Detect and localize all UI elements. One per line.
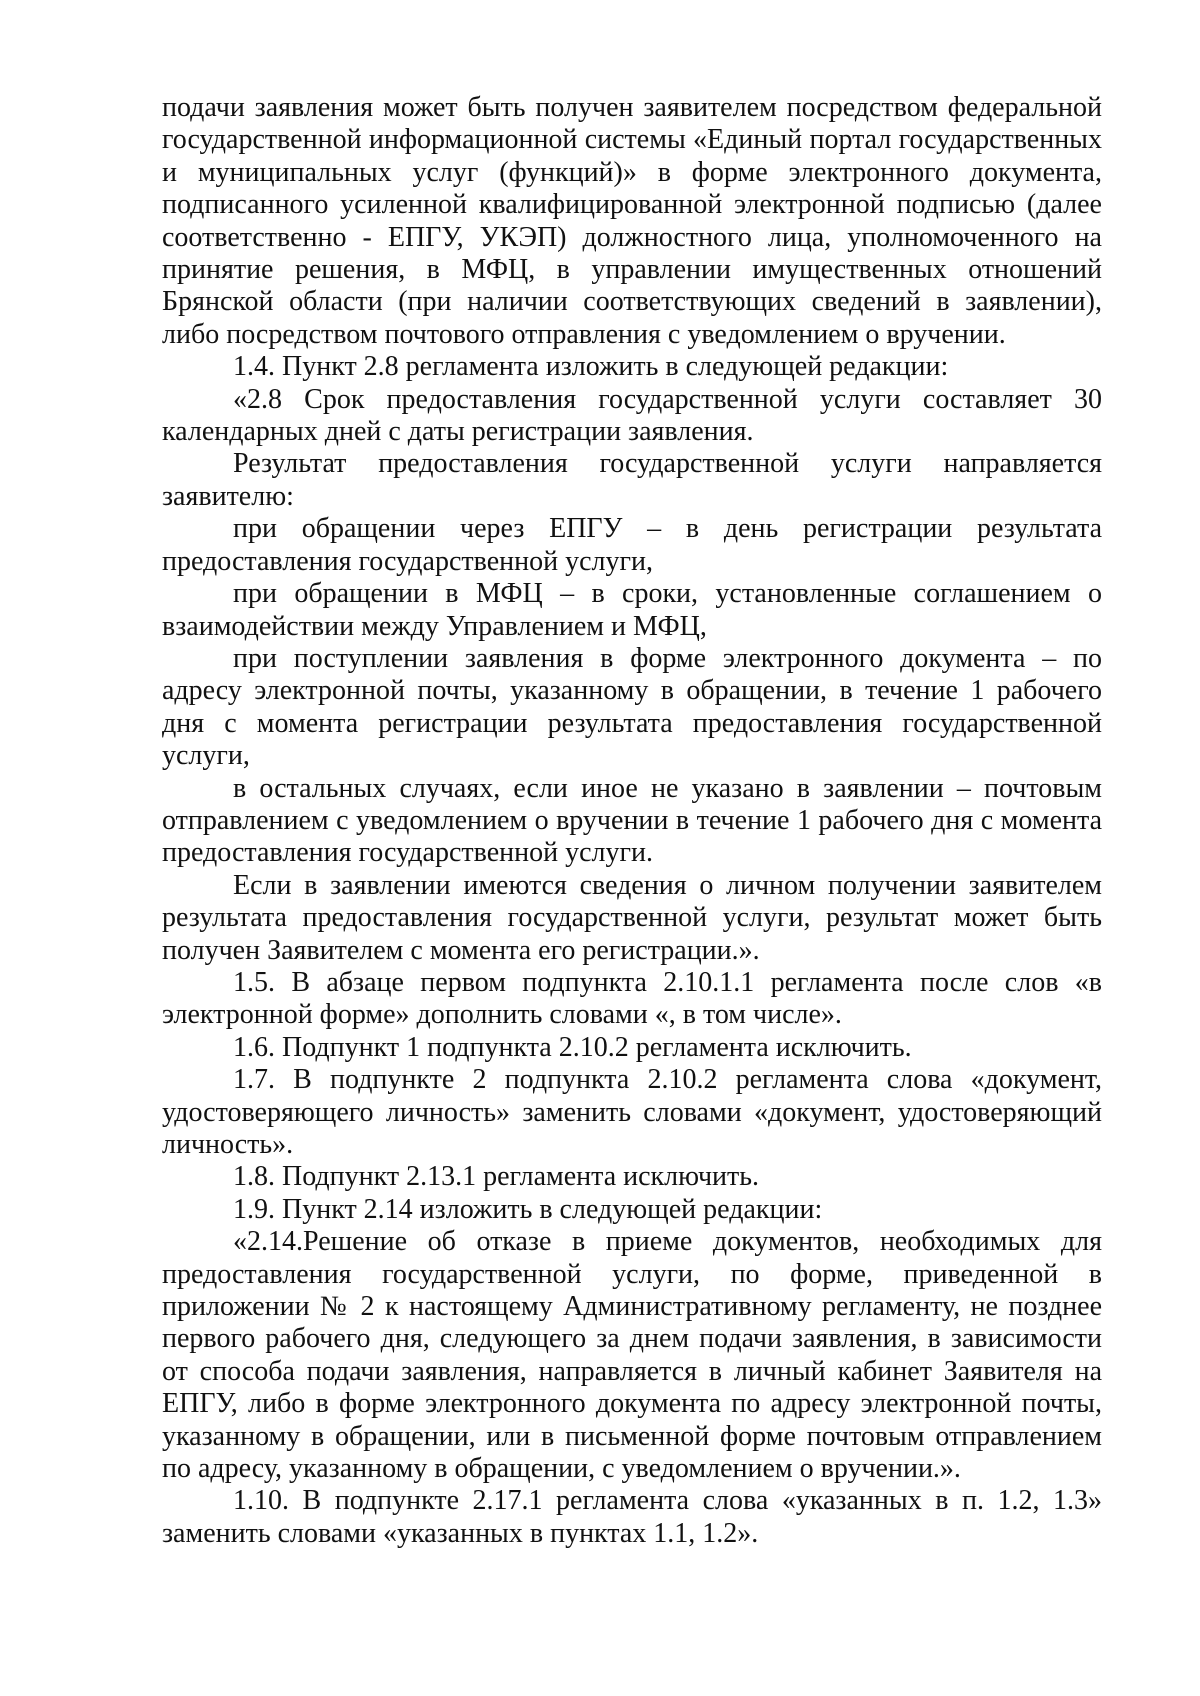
paragraph-2-14-refusal: «2.14.Решение об отказе в приеме документов, необходимых для предоставления государственной услуги, по форме, приведенной в приложении № 2 к настоящему Административному регламенту, не позднее первого рабочего дня, следующего за днем подачи заявления, в зависимости от способа подачи заявления, направляется в личный кабинет Заявителя на ЕПГУ, либо в форме электронного документа по адресу электронной почты, указанному в обращении, или в письменной форме почтовым отправлением по адресу, указанному в обращении, с уведомлением о вручении.». xyxy=(162,1226,1102,1485)
paragraph-1-5: 1.5. В абзаце первом подпункта 2.10.1.1 регламента после слов «в электронной форме» дополнить словами «, в том числе». xyxy=(162,966,1102,1031)
paragraph-2-8-term: «2.8 Срок предоставления государственной услуги составляет 30 календарных дней с даты регистрации заявления. xyxy=(162,383,1102,448)
paragraph-via-epgu: при обращении через ЕПГУ – в день регистрации результата предоставления государственной услуги, xyxy=(162,513,1102,577)
paragraph-1-10: 1.10. В подпункте 2.17.1 регламента слова «указанных в п. 1.2, 1.3» заменить словами «указанных в пунктах 1.1, 1.2». xyxy=(162,1485,1102,1549)
paragraph-1-7: 1.7. В подпункте 2 подпункта 2.10.2 регламента слова «документ, удостоверяющего личность» заменить словами «документ, удостоверяющий личность». xyxy=(162,1064,1102,1160)
paragraph-result-sent: Результат предоставления государственной услуги направляется заявителю: xyxy=(162,448,1102,512)
paragraph-electronic-doc: при поступлении заявления в форме электронного документа – по адресу электронной почты, указанному в обращении, в течение 1 рабочего дня с момента регистрации результата предоставления государственной услуги, xyxy=(162,642,1102,772)
paragraph-1-8: 1.8. Подпункт 2.13.1 регламента исключить. xyxy=(233,1161,760,1193)
paragraph-personal-receipt: Если в заявлении имеются сведения о личном получении заявителем результата предоставления государственной услуги, результат может быть получен Заявителем с момента его регистрации.». xyxy=(162,869,1102,966)
paragraph-1-6: 1.6. Подпункт 1 подпункта 2.10.2 регламента исключить. xyxy=(233,1031,912,1063)
paragraph-1-9: 1.9. Пункт 2.14 изложить в следующей редакции: xyxy=(233,1193,823,1225)
paragraph-via-mfc: при обращении в МФЦ – в сроки, установленные соглашением о взаимодействии между Управлением и МФЦ, xyxy=(162,578,1102,642)
paragraph-1-4: 1.4. Пункт 2.8 регламента изложить в следующей редакции: xyxy=(233,351,949,383)
paragraph-continuation: подачи заявления может быть получен заявителем посредством федеральной государственной информационной системы «Единый портал государственных и муниципальных услуг (функций)» в форме электронного документа, подписанного усиленной квалифицированной электронной подписью (далее соответственно - ЕПГУ, УКЭП) должностного лица, уполномоченного на принятие решения, в МФЦ, в управлении имущественных отношений Брянской области (при наличии соответствующих сведений в заявлении), либо посредством почтового отправления с уведомлением о вручении. xyxy=(162,92,1102,350)
paragraph-other-cases: в остальных случаях, если иное не указано в заявлении – почтовым отправлением с уведомлением о вручении в течение 1 рабочего дня с момента предоставления государственной услуги. xyxy=(162,772,1102,869)
document-body xyxy=(162,92,1102,1550)
